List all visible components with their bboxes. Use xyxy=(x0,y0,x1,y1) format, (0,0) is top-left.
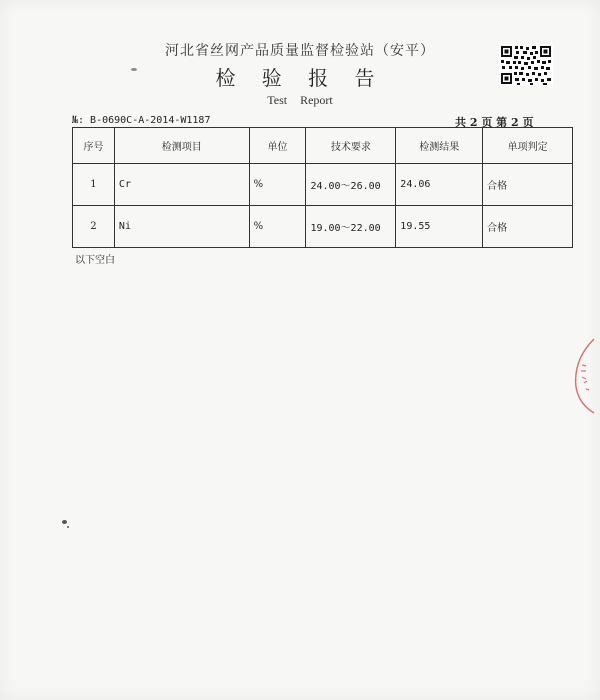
table-row xyxy=(73,164,573,206)
cell-verdict: 合格 xyxy=(483,206,573,248)
blank-below-note: 以下空白 xyxy=(75,255,115,266)
header-result: 检测结果 xyxy=(396,128,483,164)
cell-seq: 1 xyxy=(73,164,115,206)
cell-requirement: 19.00～22.00 xyxy=(306,206,396,248)
qr-code-icon xyxy=(499,44,553,86)
cell-item: Cr xyxy=(114,164,249,206)
report-title-english: Test Report xyxy=(267,93,333,107)
header-seq: 序号 xyxy=(73,128,115,164)
cell-result: 19.55 xyxy=(396,206,483,248)
cell-unit: % xyxy=(249,206,306,248)
header-verdict: 单项判定 xyxy=(483,128,573,164)
report-number: №: B-0690C-A-2014-W1187 xyxy=(72,115,211,126)
page-indicator: 共 2 页 第 2 页 xyxy=(455,116,534,129)
cell-verdict: 合格 xyxy=(483,164,573,206)
paper-speck xyxy=(131,68,137,71)
cell-unit: % xyxy=(249,164,306,206)
table-header-row xyxy=(73,128,573,164)
seal-stamp-icon xyxy=(566,335,596,415)
cell-item: Ni xyxy=(114,206,249,248)
cell-result: 24.06 xyxy=(396,164,483,206)
table-row xyxy=(73,206,573,248)
test-results-table xyxy=(72,127,573,248)
report-title: 检 验 报 告 xyxy=(215,66,385,90)
organization-name: 河北省丝网产品质量监督检验站（安平） xyxy=(165,43,435,59)
cell-seq: 2 xyxy=(73,206,115,248)
header-test-item: 检测项目 xyxy=(114,128,249,164)
paper-speck xyxy=(67,526,69,528)
header-requirement: 技术要求 xyxy=(306,128,396,164)
header-unit: 单位 xyxy=(249,128,306,164)
paper-speck xyxy=(62,520,67,524)
cell-requirement: 24.00～26.00 xyxy=(306,164,396,206)
